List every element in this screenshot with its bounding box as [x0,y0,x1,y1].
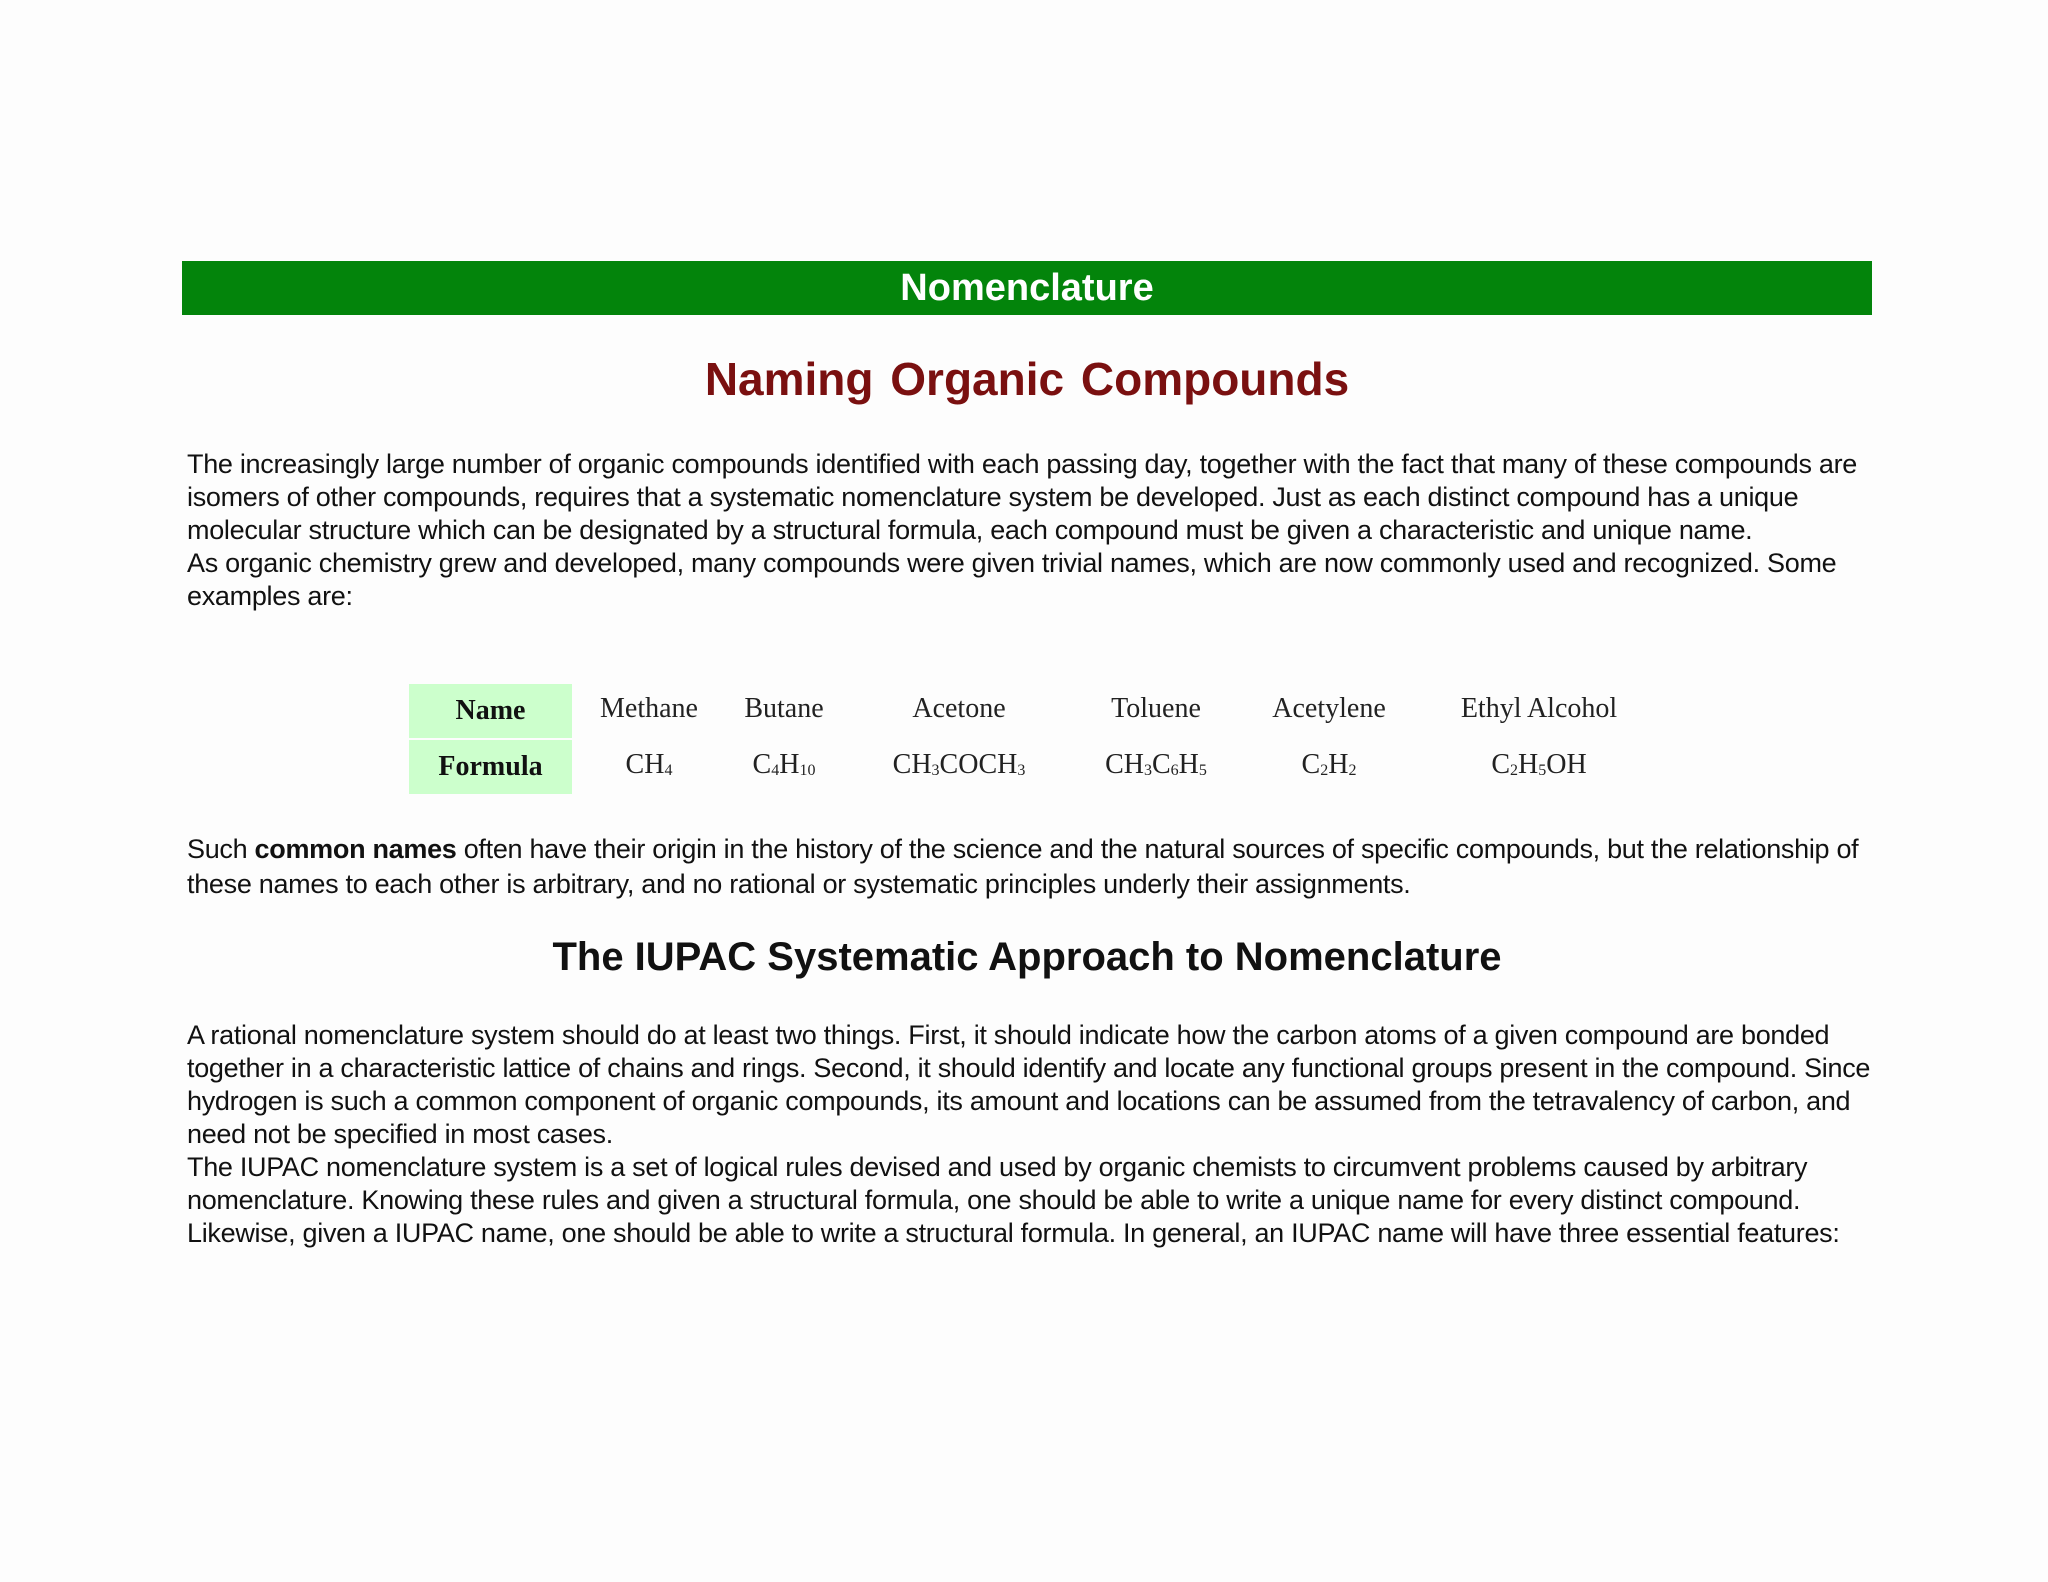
compound-name: Toluene [1111,693,1201,724]
iupac-section-title: The IUPAC Systematic Approach to Nomenclature [552,935,1502,979]
formula-subscript: 10 [799,762,816,779]
common-names-paragraph [187,832,1887,902]
examples-name-row [409,684,1709,738]
name-header-cell: Name [409,684,572,738]
formula-subscript: 6 [1170,762,1179,779]
common-names-text-before: Such [187,834,255,864]
compound-formula: $C_4H_{10}$ [752,749,816,780]
formula-subscript: 4 [771,762,780,779]
formula-subscript: 5 [1538,762,1547,779]
formula-subscript: 4 [664,762,673,779]
compound-formula: $CH_3COCH_3$ [892,749,1026,780]
compound-name: Butane [744,693,824,724]
iupac-paragraph-2: The IUPAC nomenclature system is a set of logical rules devised and used by organic chemists to circumvent problems caused by arbitrary nomenclature. Knowing these rules and given a structural formula, one should be able to write a unique name for every distinct compound. Likewise, given a IUPAC name, one should be able to write a structural formula. In general, an IUPAC name will have three essential features: [187,1152,1840,1248]
iupac-paragraph-1: A rational nomenclature system should do at least two things. First, it should indicate how the carbon atoms of a given compound are bonded together in a characteristic lattice of chains and rings. Second, it should identify and locate any functional groups present in the compound. Since hydrogen is such a common component of organic compounds, its amount and locations can be assumed from the tetravalency of carbon, and need not be specified in most cases. [187,1020,1871,1149]
formula-subscript: 5 [1198,762,1207,779]
section-banner: Nomenclature [182,261,1872,315]
compound-formula: $C_2H_5OH$ [1491,749,1587,780]
compound-name: Acetylene [1272,693,1386,724]
iupac-text [187,1019,1887,1250]
formula-subscript: 2 [1320,762,1329,779]
formula-subscript: 3 [1017,762,1026,779]
formula-subscript: 2 [1510,762,1518,779]
common-names-text-after: often have their origin in the history of the science and the natural sources of specific compounds, but the relationship of these names to each other is arbitrary, and no rational or systematic principles underly their assignments. [187,834,1859,899]
compound-name: Ethyl Alcohol [1460,693,1618,724]
common-names-emphasis: common names [254,834,457,864]
formula-subscript: 3 [931,762,940,779]
formula-subscript: 2 [1348,762,1357,779]
page-title: Naming Organic Compounds [704,353,1350,405]
intro-paragraph-2: As organic chemistry grew and developed, many compounds were given trivial names, which are now commonly used and recognized. Some examples are: [187,548,1837,611]
formula-subscript: 3 [1143,762,1152,779]
compound-formula: $CH_3C_6H_5$ [1105,749,1207,780]
compound-name: Methane [600,693,698,724]
formula-header-cell: Formula [409,740,572,794]
compound-formula: $CH_4$ [625,749,673,780]
intro-paragraph-1: The increasingly large number of organic compounds identified with each passing day, together with the fact that many of these compounds are isomers of other compounds, requires that a systematic nomenclature system be developed. Just as each distinct compound has a unique molecular structure which can be designated by a structural formula, each compound must be given a characteristic and unique name. [187,449,1857,545]
examples-formula-row [409,740,1709,794]
compound-formula: $C_2H_2$ [1301,749,1357,780]
compound-name: Acetone [912,693,1006,724]
intro-text [187,448,1887,613]
